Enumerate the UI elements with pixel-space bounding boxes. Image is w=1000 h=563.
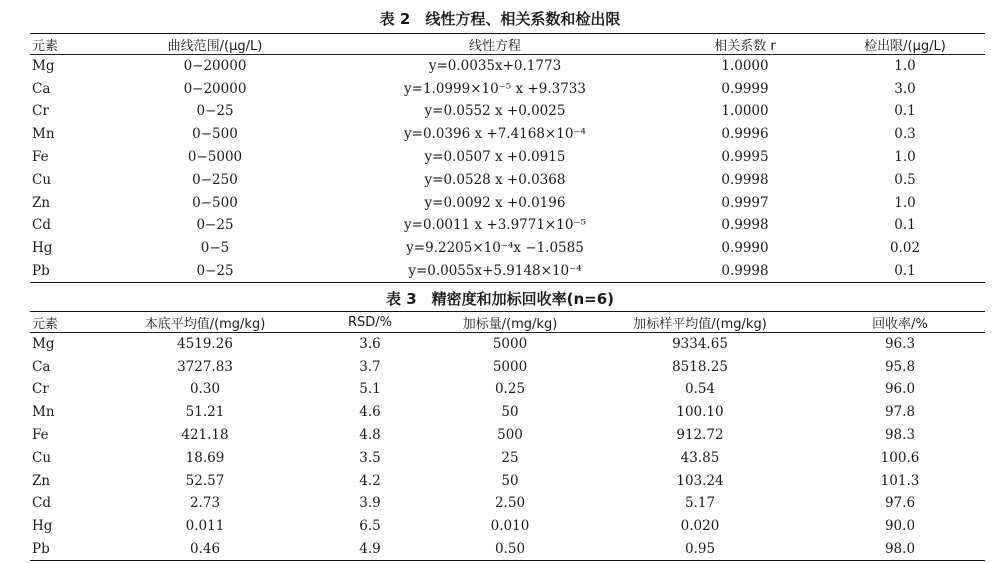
table2-row: [30, 191, 985, 214]
table3-cell: 912.72: [676, 427, 724, 444]
table3-cell: Cu: [32, 449, 52, 466]
table2-row: [30, 100, 985, 123]
table3-cell: 9334.65: [672, 336, 728, 353]
table2-header-row: [30, 34, 985, 55]
table2-cell: y=0.0552 x +0.0025: [424, 103, 566, 120]
table3-cell: 0.50: [494, 540, 526, 557]
table3-cell: 3.7: [359, 358, 381, 375]
table3-cell: 3.5: [359, 449, 381, 466]
table3-cell: 0.011: [185, 518, 225, 535]
table2-cell: 0−20000: [183, 58, 247, 75]
table2-cell: 0−250: [192, 171, 238, 188]
table2-title: 表 2 线性方程、相关系数和检出限: [379, 10, 621, 28]
table2-cell: 0.9998: [721, 262, 769, 279]
table3-cell: 25: [501, 449, 519, 466]
table2-row: [30, 146, 985, 169]
table2-cell: 3.0: [894, 80, 916, 97]
table2-cell: 1.0: [894, 194, 916, 211]
table2-cell: 0−5: [200, 240, 230, 257]
table2-cell: y=0.0035x+0.1773: [428, 58, 562, 75]
table3-cell: Zn: [32, 472, 51, 489]
table3-cell: 5.17: [684, 495, 716, 512]
table3-header-background-mean: 本底平均值/(mg/kg): [105, 312, 305, 333]
table3-header-recovery: 回收率/%: [815, 312, 985, 333]
table3-row: [30, 538, 985, 561]
table2-cell: 0−500: [192, 194, 238, 211]
table3-row: [30, 355, 985, 378]
table3-cell: 5.1: [359, 381, 381, 398]
table3-cell: 96.3: [884, 336, 916, 353]
table3-cell: 98.0: [884, 540, 916, 557]
table3-cell: 3.6: [359, 336, 381, 353]
table2-cell: 0.3: [894, 126, 916, 143]
table3-cell: 100.6: [880, 449, 920, 466]
table3-cell: 2.73: [189, 495, 221, 512]
table3-cell: 3.9: [359, 495, 381, 512]
table2-cell: y=0.0055x+5.9148×10⁻⁴: [408, 262, 582, 279]
table3-row: [30, 424, 985, 447]
table3-cell: 97.8: [884, 404, 916, 421]
table3-cell: 5000: [492, 336, 528, 353]
table2-row: [30, 168, 985, 191]
table3-header-spike-amount: 加标量/(mg/kg): [435, 312, 585, 333]
table2-cell: 1.0: [894, 149, 916, 166]
table3-cell: 100.10: [676, 404, 724, 421]
table3-cell: Cd: [32, 495, 51, 512]
table3-cell: 95.8: [884, 358, 916, 375]
table2-cell: Mn: [32, 126, 55, 143]
table2-cell: Mg: [32, 58, 55, 75]
table2-row: [30, 55, 985, 78]
table3-header-element: 元素: [30, 312, 105, 333]
table3-cell: 421.18: [181, 427, 229, 444]
table3-cell: 6.5: [359, 518, 381, 535]
table2-cell: 0.9995: [721, 149, 769, 166]
table2-cell: Cr: [32, 103, 49, 120]
table2-cell: 0.1: [894, 217, 916, 234]
table2-header-equation: 线性方程: [325, 34, 665, 55]
table2-cell: y=1.0999×10⁻⁵ x +9.3733: [404, 80, 586, 97]
table2-cell: Cu: [32, 171, 52, 188]
table2-cell: 0.9999: [721, 80, 769, 97]
table3-row: [30, 333, 985, 356]
table2-cell: Cd: [32, 217, 51, 234]
table3-cell: 51.21: [185, 404, 225, 421]
table2-row: [30, 77, 985, 100]
table3-cell: Hg: [32, 518, 53, 535]
table2-cell: 0.1: [894, 103, 916, 120]
table3-cell: 5000: [492, 358, 528, 375]
table2-cell: Zn: [32, 194, 51, 211]
table3-title: 表 3 精密度和加标回收率(n=6): [385, 290, 615, 308]
table3-cell: 97.6: [884, 495, 916, 512]
table2-cell: y=0.0011 x +3.9771×10⁻⁵: [404, 217, 586, 234]
table3-row: [30, 469, 985, 492]
table3-cell: Cr: [32, 381, 49, 398]
table3-cell: 0.46: [189, 540, 221, 557]
table2-cell: 0−25: [196, 103, 234, 120]
table3-cell: 18.69: [185, 449, 225, 466]
table3-cell: Mn: [32, 404, 55, 421]
table3-cell: 0.30: [189, 381, 221, 398]
table2-cell: 0.1: [894, 262, 916, 279]
table3-cell: 3727.83: [177, 358, 233, 375]
table3-cell: 98.3: [884, 427, 916, 444]
table3-cell: 500: [497, 427, 523, 444]
table3-cell: 0.020: [680, 518, 720, 535]
table3-cell: 2.50: [494, 495, 526, 512]
table2-cell: 0.9998: [721, 217, 769, 234]
table2-cell: Pb: [32, 262, 50, 279]
table3-cell: 50: [501, 404, 519, 421]
table2-cell: Hg: [32, 240, 53, 257]
table3-cell: 4.2: [359, 472, 381, 489]
table3-cell: 0.95: [684, 540, 716, 557]
table2-header-correlation: 相关系数 r: [665, 34, 825, 55]
table2-cell: 0.9997: [721, 194, 769, 211]
table2-cell: 1.0000: [721, 58, 769, 75]
table3-cell: 50: [501, 472, 519, 489]
table3-cell: 103.24: [676, 472, 724, 489]
table2-cell: 0.9990: [721, 240, 769, 257]
table3-row: [30, 515, 985, 538]
table2-cell: 0.9996: [721, 126, 769, 143]
table2-cell: y=9.2205×10⁻⁴x −1.0585: [406, 240, 584, 257]
table3-cell: Ca: [32, 358, 51, 375]
table3-row: [30, 446, 985, 469]
table2-cell: Ca: [32, 80, 51, 97]
table3-cell: 4519.26: [177, 336, 233, 353]
table3-cell: 43.85: [680, 449, 720, 466]
table2-row: [30, 260, 985, 283]
table2-cell: y=0.0528 x +0.0368: [424, 171, 566, 188]
table3-cell: 4.8: [359, 427, 381, 444]
table2-row: [30, 123, 985, 146]
table3-cell: Fe: [32, 427, 49, 444]
table2: [30, 33, 985, 283]
table2-cell: 0.02: [889, 240, 921, 257]
table2-cell: y=0.0507 x +0.0915: [424, 149, 566, 166]
table3-header-rsd: RSD/%: [305, 312, 435, 333]
table3-cell: 0.54: [684, 381, 716, 398]
table3-cell: 4.9: [359, 540, 381, 557]
table3-row: [30, 492, 985, 515]
table2-cell: 1.0: [894, 58, 916, 75]
table2-cell: y=0.0396 x +7.4168×10⁻⁴: [404, 126, 586, 143]
table3-cell: 52.57: [185, 472, 225, 489]
table2-cell: 0−25: [196, 217, 234, 234]
table2-header-detection-limit: 检出限/(μg/L): [825, 34, 985, 55]
table2-row: [30, 237, 985, 260]
table3-cell: Mg: [32, 336, 55, 353]
table3-row: [30, 401, 985, 424]
table2-cell: 0−5000: [187, 149, 243, 166]
table2-header-element: 元素: [30, 34, 105, 55]
table2-cell: Fe: [32, 149, 49, 166]
table3-header-spiked-mean: 加标样平均值/(mg/kg): [585, 312, 815, 333]
table2-cell: 0−25: [196, 262, 234, 279]
table2-header-range: 曲线范围/(μg/L): [105, 34, 325, 55]
table3-header-row: [30, 312, 985, 333]
table3-cell: 90.0: [884, 518, 916, 535]
table3-cell: 0.25: [494, 381, 526, 398]
table3-cell: 4.6: [359, 404, 381, 421]
table2-cell: 0−20000: [183, 80, 247, 97]
table3-cell: Pb: [32, 540, 50, 557]
table2-cell: 0.9998: [721, 171, 769, 188]
table3-cell: 0.010: [490, 518, 530, 535]
table3-cell: 101.3: [880, 472, 920, 489]
table2-cell: y=0.0092 x +0.0196: [424, 194, 566, 211]
table2-row: [30, 214, 985, 237]
table3-cell: 96.0: [884, 381, 916, 398]
table3-row: [30, 378, 985, 401]
table2-cell: 1.0000: [721, 103, 769, 120]
table2-cell: 0−500: [192, 126, 238, 143]
table2-cell: 0.5: [894, 171, 916, 188]
table3: [30, 311, 985, 561]
table3-cell: 8518.25: [672, 358, 728, 375]
